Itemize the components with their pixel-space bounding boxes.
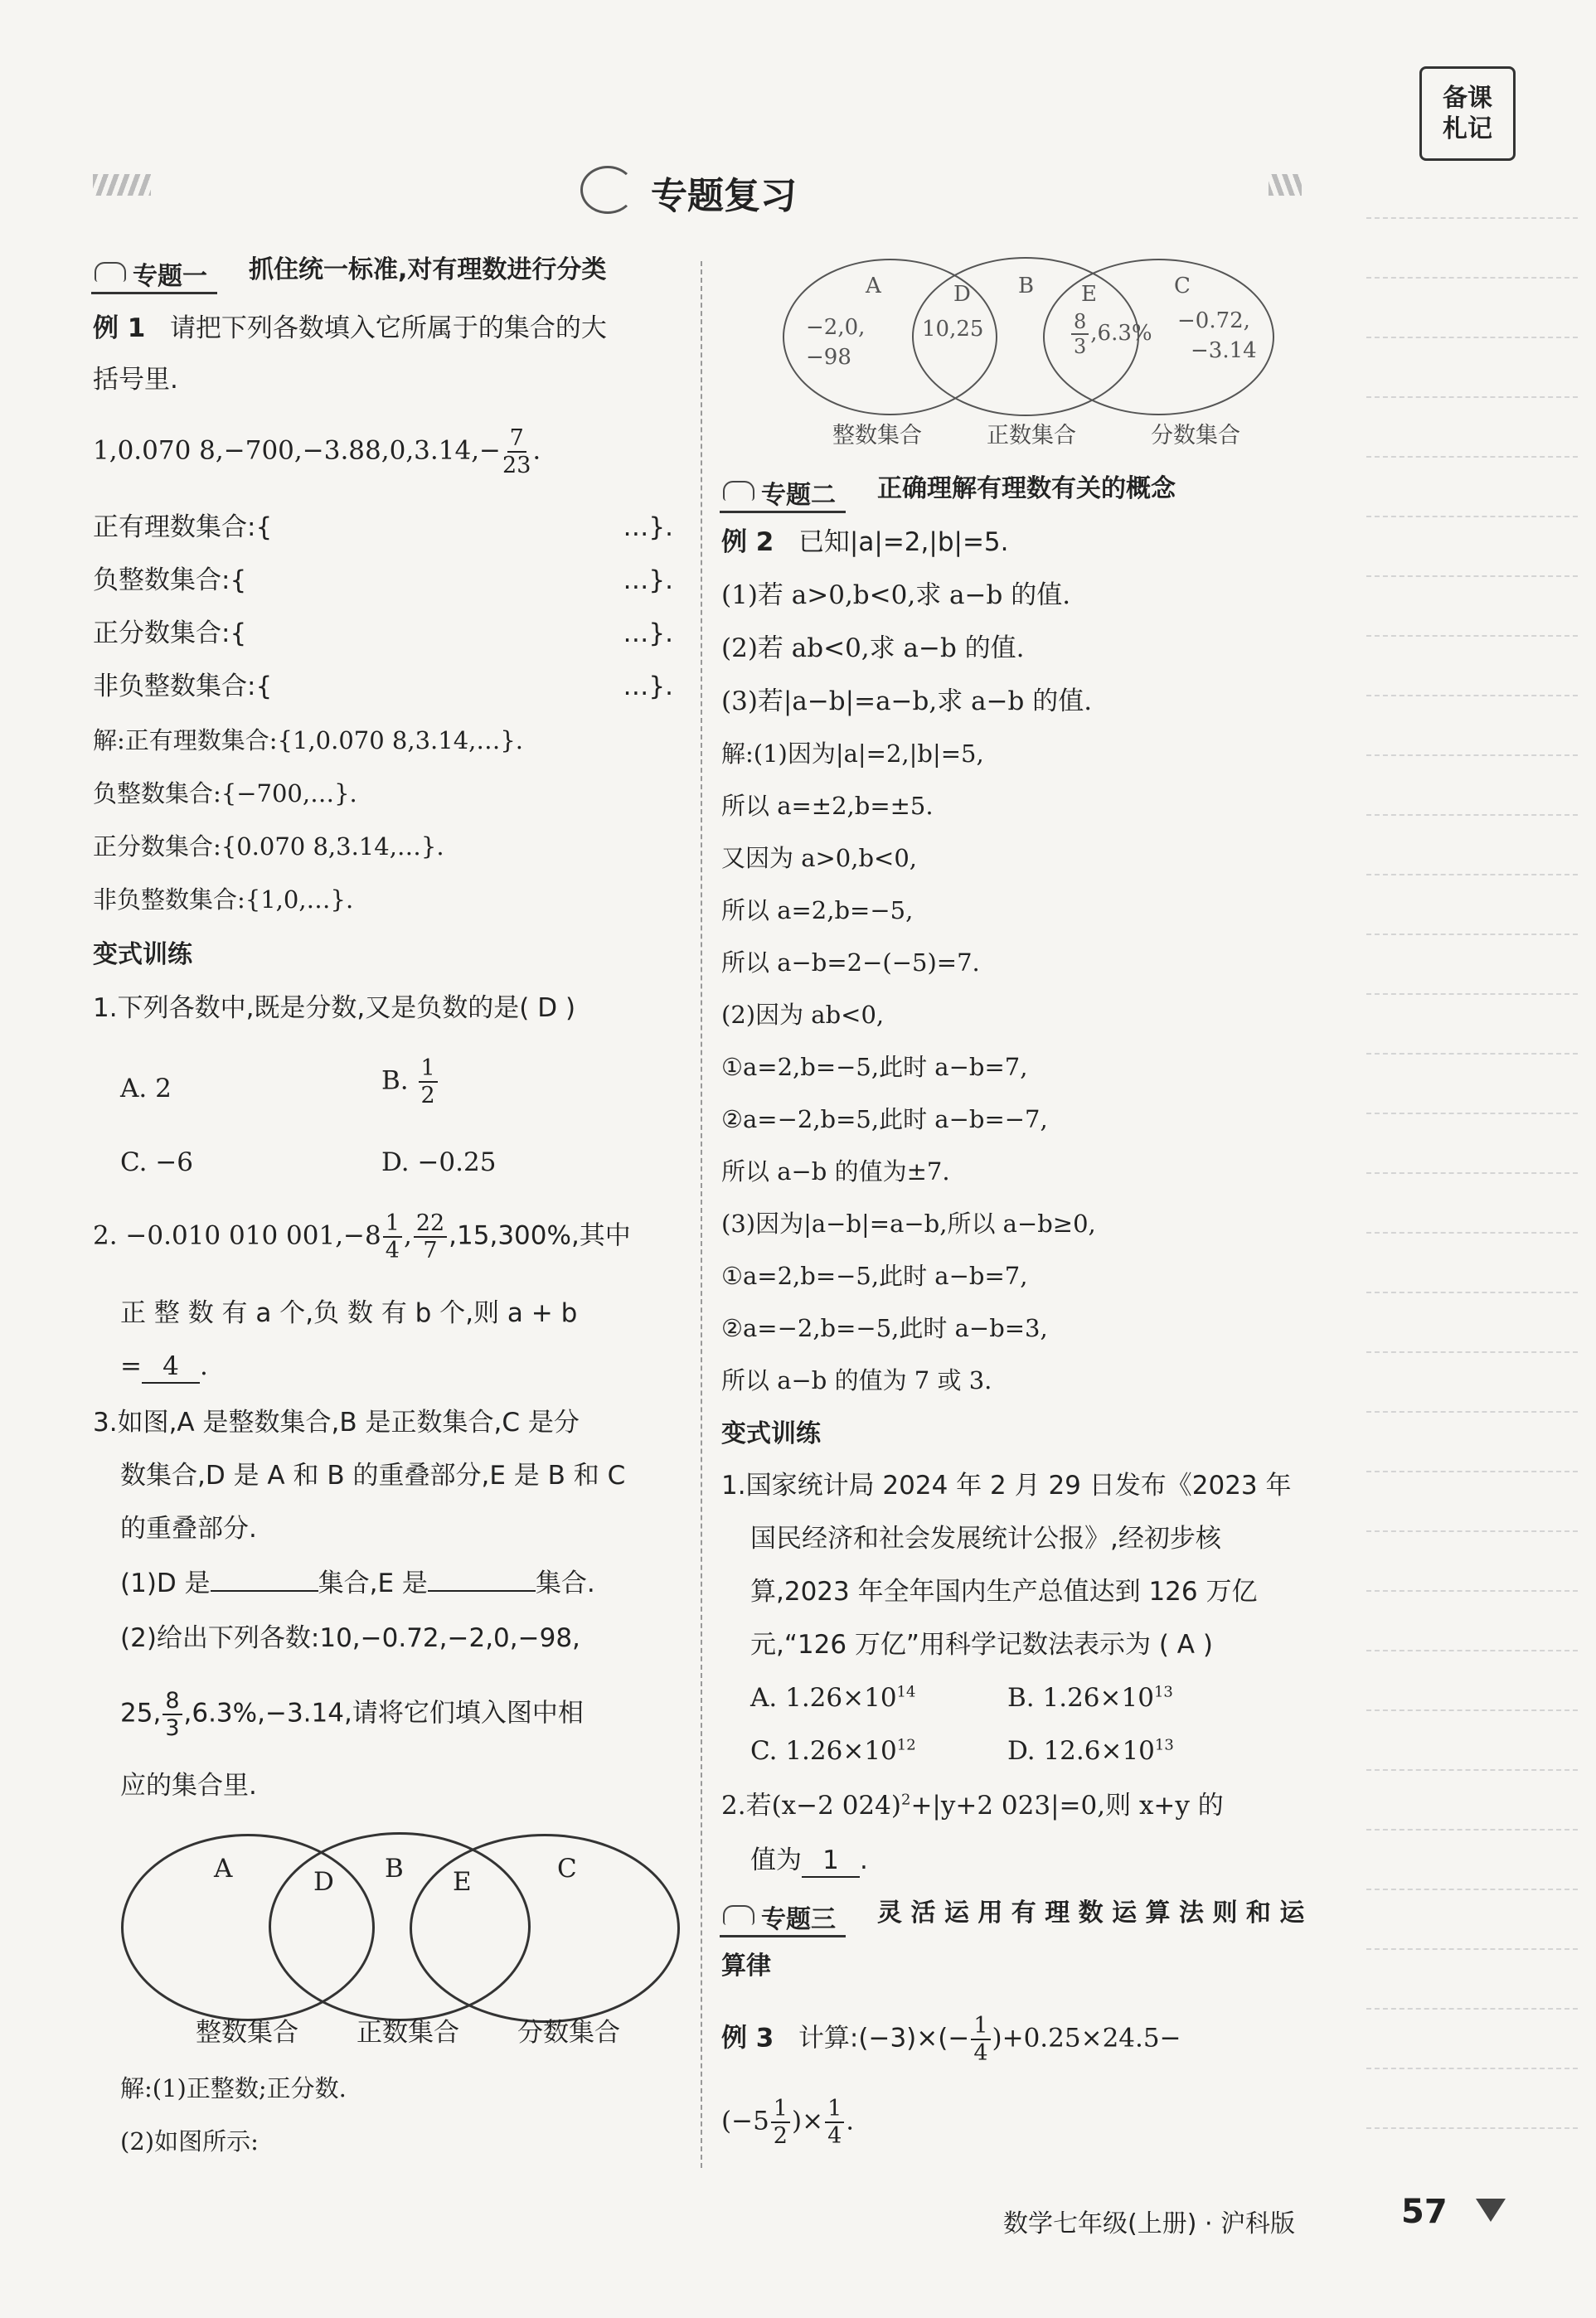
- right-q1-line: 国民经济和社会发展统计公报》,经初步核: [750, 1524, 1221, 1554]
- topic2-tag-label: 专题二: [761, 481, 836, 510]
- ex3-frac1: [971, 2015, 990, 2064]
- ex1-numbers: [93, 427, 541, 477]
- right-q2-line1: [721, 1791, 1224, 1821]
- topic2-tag: [720, 474, 846, 513]
- notes-line: [1366, 874, 1578, 875]
- set-label: 正分数集合:{: [93, 618, 247, 648]
- set-row: [93, 618, 673, 649]
- venn-label-a: A: [214, 1854, 233, 1884]
- q3-part1-b: 集合,E 是: [318, 1569, 428, 1598]
- notes-line: [1366, 993, 1578, 995]
- topic1-title: 抓住统一标准,对有理数进行分类: [249, 255, 607, 284]
- q2-suffix: .: [860, 1845, 868, 1875]
- right-q1-option-b: [1007, 1683, 1173, 1714]
- set-label: 非负整数集合:{: [93, 672, 273, 701]
- frac-den: 4: [827, 2123, 842, 2149]
- q3-part2-a: 25,: [120, 1698, 162, 1729]
- option-base: D. 12.6×10: [1007, 1736, 1155, 1766]
- ex2-line: (1)若 a>0,b<0,求 a−b 的值.: [721, 580, 1071, 610]
- ex2-given: 已知|a|=2,|b|=5.: [798, 527, 1009, 557]
- notes-line: [1366, 1709, 1578, 1711]
- option-exp: 12: [896, 1736, 916, 1754]
- right-q1-line: 算,2023 年全年国内生产总值达到 126 万亿: [750, 1577, 1258, 1607]
- notes-line: [1366, 695, 1578, 696]
- ex2-line: ①a=2,b=−5,此时 a−b=7,: [721, 1262, 1028, 1290]
- notes-line: [1366, 1590, 1578, 1592]
- ex2-label: 例 2: [721, 527, 774, 557]
- ex2-line: ①a=2,b=−5,此时 a−b=7,: [721, 1053, 1028, 1081]
- left-q1-option-c: C. −6: [120, 1147, 194, 1177]
- left-q1-option-a: A. 2: [120, 1074, 172, 1103]
- page-number: 57: [1401, 2193, 1448, 2231]
- set-end: …}.: [623, 618, 673, 648]
- notes-line: [1366, 1411, 1578, 1413]
- footer-book: 数学七年级(上册) · 沪科版: [1003, 2209, 1296, 2238]
- frac-den: 4: [385, 1238, 400, 1263]
- ex1-frac-num: 7: [507, 427, 526, 453]
- notes-line: [1366, 1172, 1578, 1174]
- header-left-stripes: [93, 174, 151, 196]
- notes-line: [1366, 635, 1578, 637]
- left-q3-solution1: 解:(1)正整数;正分数.: [120, 2074, 347, 2102]
- header-icon: [580, 166, 635, 214]
- option-b-fraction: [419, 1057, 438, 1107]
- q3-blank1: [211, 1590, 318, 1592]
- venn-set-label: 正数集合: [357, 2018, 459, 2048]
- right-q1-line: 1.国家统计局 2024 年 2 月 29 日发布《2023 年: [721, 1471, 1292, 1501]
- ex1-frac-den: 23: [502, 453, 531, 478]
- set-end: …}.: [623, 672, 673, 701]
- left-q1-option-b: [381, 1057, 439, 1107]
- ex1-text1: 请把下列各数填入它所属于的集合的大: [169, 313, 607, 343]
- q2-end: .: [199, 1351, 208, 1381]
- notes-line: [1366, 1351, 1578, 1353]
- ex1-fraction: [502, 427, 531, 477]
- ex2-line: 解:(1)因为|a|=2,|b|=5,: [721, 740, 984, 768]
- set-label: 负整数集合:{: [93, 565, 247, 595]
- q2-b: +|y+2 023|=0,则 x+y 的: [910, 1791, 1224, 1821]
- set-row: [93, 512, 673, 543]
- venn-label-e: E: [453, 1867, 472, 1897]
- topic1-tag: [91, 255, 217, 294]
- venn-set-label: 整数集合: [196, 2018, 298, 2048]
- set-end: …}.: [623, 565, 673, 595]
- ex2-line: 又因为 a>0,b<0,: [721, 844, 918, 872]
- q3-blank2: [428, 1590, 536, 1592]
- set-end: …}.: [623, 512, 673, 542]
- left-q2-line2: 正 整 数 有 a 个,负 数 有 b 个,则 a + b: [120, 1298, 578, 1328]
- topic3-tag: [720, 1899, 846, 1937]
- notes-line: [1366, 2068, 1578, 2069]
- notes-line: [1366, 516, 1578, 517]
- practice-title-right: 变式训练: [721, 1419, 821, 1448]
- left-q3-line1: 3.如图,A 是整数集合,B 是正数集合,C 是分: [93, 1408, 580, 1438]
- option-base: C. 1.26×10: [750, 1736, 897, 1766]
- q2-frac2: [414, 1212, 447, 1262]
- ex1-solution-line: 正分数集合:{0.070 8,3.14,…}.: [93, 832, 444, 861]
- topic3-tag-label: 专题三: [761, 1905, 836, 1934]
- venn-e-frac: [1071, 312, 1089, 356]
- venn-set-label: 分数集合: [1151, 423, 1240, 449]
- frac-den: 3: [1074, 335, 1087, 358]
- q2-a: 2.若(x−2 024): [721, 1791, 901, 1821]
- topic1-tag-label: 专题一: [133, 262, 207, 291]
- q2-suffix: ,15,300%,其中: [449, 1220, 631, 1251]
- q3-part1-c: 集合.: [535, 1569, 595, 1598]
- ex3-frac3: [825, 2097, 844, 2147]
- venn-label-a: A: [866, 274, 881, 298]
- ex2-line: ②a=−2,b=5,此时 a−b=−7,: [721, 1105, 1048, 1133]
- ex2-header: [721, 527, 1009, 558]
- venn-set-label: 整数集合: [832, 423, 922, 449]
- venn-set-label: 正数集合: [987, 423, 1076, 449]
- notes-line: [1366, 2127, 1578, 2129]
- notes-line: [1366, 217, 1578, 219]
- ex3-l2-prefix: (−5: [721, 2106, 769, 2136]
- ex2-line: (2)因为 ab<0,: [721, 1001, 885, 1029]
- venn-a-values2: −98: [806, 345, 851, 370]
- left-q2-line3: [120, 1351, 208, 1384]
- frac-den: 7: [423, 1238, 438, 1263]
- venn-d-values: 10,25: [922, 317, 984, 342]
- left-q3-part1: [120, 1569, 595, 1599]
- frac-den: 2: [773, 2123, 788, 2149]
- ex1-label: 例 1: [93, 313, 146, 343]
- venn-circle-c: [410, 1834, 680, 2023]
- notes-line: [1366, 1769, 1578, 1771]
- ex2-line: 所以 a−b 的值为±7.: [721, 1157, 950, 1186]
- ex3-l2-suffix: .: [846, 2106, 855, 2136]
- notes-line: [1366, 2008, 1578, 2010]
- q3-part2-b: ,6.3%,−3.14,请将它们填入图中相: [183, 1698, 584, 1729]
- side-box: [1419, 66, 1516, 161]
- ex1-line1: [93, 313, 607, 344]
- notes-line: [1366, 1829, 1578, 1831]
- ex2-line: 所以 a=±2,b=±5.: [721, 792, 934, 820]
- venn-label-c: C: [1174, 274, 1191, 298]
- venn-label-e: E: [1081, 282, 1097, 307]
- notes-line: [1366, 1948, 1578, 1950]
- frac-num: 22: [414, 1212, 447, 1238]
- left-q3-line3: 的重叠部分.: [120, 1514, 257, 1544]
- ex3-line1: [721, 2015, 1181, 2064]
- ex1-solution-line: 负整数集合:{−700,…}.: [93, 779, 357, 807]
- notes-line: [1366, 1530, 1578, 1532]
- notes-line: [1366, 934, 1578, 935]
- q2-eq: =: [120, 1351, 142, 1381]
- q2-prefix: 值为: [750, 1845, 802, 1875]
- ex3-prefix: 计算:(−3)×(−: [798, 2023, 970, 2054]
- ex2-line: (3)因为|a−b|=a−b,所以 a−b≥0,: [721, 1210, 1096, 1238]
- header-right-stripes: [1269, 174, 1302, 196]
- right-q1-option-d: [1007, 1736, 1174, 1767]
- venn-c-values1: −0.72,: [1177, 308, 1250, 333]
- right-q1-option-c: [750, 1736, 916, 1767]
- left-q1-stem: 1.下列各数中,既是分数,又是负数的是( D ): [93, 993, 576, 1023]
- ex2-line: ②a=−2,b=−5,此时 a−b=3,: [721, 1314, 1048, 1342]
- notes-line: [1366, 456, 1578, 458]
- ex3-label: 例 3: [721, 2023, 774, 2054]
- q2-answer: 4: [142, 1351, 200, 1384]
- column-divider: [701, 261, 702, 2168]
- notes-line: [1366, 1292, 1578, 1293]
- venn-label-b: B: [1018, 274, 1035, 298]
- ex2-line: 所以 a−b 的值为 7 或 3.: [721, 1366, 992, 1394]
- option-exp: 14: [896, 1683, 916, 1701]
- option-exp: 13: [1154, 1736, 1174, 1754]
- venn-c-values2: −3.14: [1191, 338, 1257, 363]
- notes-line: [1366, 1889, 1578, 1890]
- corner-decoration-icon: [1476, 2199, 1506, 2222]
- set-label: 正有理数集合:{: [93, 512, 273, 542]
- q3-frac: [163, 1690, 182, 1739]
- frac-num: 1: [383, 1212, 402, 1238]
- q3-part1-a: (1)D 是: [120, 1569, 211, 1598]
- topic3-title: 灵 活 运 用 有 理 数 运 算 法 则 和 运: [877, 1899, 1305, 1928]
- notes-line: [1366, 814, 1578, 816]
- frac-num: 1: [971, 2015, 990, 2040]
- practice-title-left: 变式训练: [93, 940, 192, 969]
- left-q2-line1: [93, 1212, 631, 1262]
- frac-num: 8: [1071, 312, 1089, 335]
- ex3-suffix: )+0.25×24.5−: [992, 2023, 1181, 2054]
- venn-e-rest: ,6.3%: [1090, 321, 1152, 346]
- option-base: A. 1.26×10: [750, 1683, 897, 1713]
- notes-line: [1366, 1113, 1578, 1114]
- side-box-label: 备课札记: [1443, 83, 1492, 143]
- topic2-title: 正确理解有理数有关的概念: [877, 474, 1176, 503]
- left-q3-part2-line3: 应的集合里.: [120, 1771, 257, 1801]
- frac-den: 4: [973, 2040, 988, 2066]
- set-row: [93, 565, 673, 596]
- notes-line: [1366, 1053, 1578, 1055]
- ex3-frac2: [771, 2097, 790, 2147]
- ex2-line: (3)若|a−b|=a−b,求 a−b 的值.: [721, 686, 1093, 716]
- ex1-numbers-suffix: .: [532, 435, 541, 466]
- ex1-line2: 括号里.: [93, 365, 178, 395]
- topic3-title2: 算律: [721, 1952, 771, 1981]
- ex3-l2-mid: )×: [791, 2106, 824, 2136]
- venn-label-d: D: [953, 282, 971, 307]
- notes-line: [1366, 1650, 1578, 1651]
- notes-line: [1366, 575, 1578, 577]
- set-row: [93, 672, 673, 702]
- ex1-numbers-prefix: 1,0.070 8,−700,−3.88,0,3.14,−: [93, 435, 502, 466]
- left-q1-option-d: D. −0.25: [381, 1147, 497, 1177]
- right-q2-line2: [750, 1845, 868, 1878]
- ex2-line: 所以 a=2,b=−5,: [721, 896, 914, 924]
- ex1-solution-line: 解:正有理数集合:{1,0.070 8,3.14,…}.: [93, 726, 524, 754]
- ex3-line2: [721, 2097, 854, 2147]
- q2-exp: 2: [900, 1791, 911, 1809]
- venn-label-c: C: [557, 1854, 577, 1884]
- page-title: 专题复习: [651, 175, 797, 217]
- venn-set-label: 分数集合: [517, 2018, 620, 2048]
- notes-line: [1366, 1471, 1578, 1472]
- right-q1-line: 元,“126 万亿”用科学记数法表示为 ( A ): [750, 1630, 1213, 1660]
- option-b-label: B.: [381, 1065, 409, 1096]
- ex2-line: (2)若 ab<0,求 a−b 的值.: [721, 633, 1025, 663]
- ex1-solution-line: 非负整数集合:{1,0,…}.: [93, 885, 354, 914]
- notes-line: [1366, 1232, 1578, 1234]
- frac-num: 1: [771, 2097, 790, 2123]
- q2-prefix: 2. −0.010 010 001,−8: [93, 1220, 381, 1251]
- q2-sep: ,: [403, 1220, 412, 1251]
- frac-num: 1: [419, 1057, 438, 1083]
- ex2-line: 所以 a−b=2−(−5)=7.: [721, 948, 980, 977]
- notes-line: [1366, 396, 1578, 398]
- q2-answer: 1: [802, 1845, 860, 1878]
- option-base: B. 1.26×10: [1007, 1683, 1154, 1713]
- notes-line: [1366, 337, 1578, 338]
- venn-label-b: B: [385, 1854, 404, 1884]
- left-q3-part2-line2: [120, 1690, 584, 1739]
- frac-den: 3: [165, 1715, 180, 1741]
- left-q3-part2-line1: (2)给出下列各数:10,−0.72,−2,0,−98,: [120, 1623, 580, 1653]
- q2-frac1: [383, 1212, 402, 1262]
- right-q1-option-a: [750, 1683, 915, 1714]
- notes-line: [1366, 277, 1578, 279]
- option-exp: 13: [1153, 1683, 1173, 1701]
- notes-line: [1366, 754, 1578, 756]
- left-q3-solution2: (2)如图所示:: [120, 2127, 259, 2156]
- frac-num: 1: [825, 2097, 844, 2123]
- venn-a-values1: −2,0,: [806, 315, 866, 340]
- frac-num: 8: [163, 1690, 182, 1715]
- venn-label-d: D: [313, 1867, 334, 1897]
- venn-e-values: [1070, 312, 1152, 356]
- frac-den: 2: [420, 1083, 435, 1108]
- left-q3-line2: 数集合,D 是 A 和 B 的重叠部分,E 是 B 和 C: [120, 1461, 626, 1491]
